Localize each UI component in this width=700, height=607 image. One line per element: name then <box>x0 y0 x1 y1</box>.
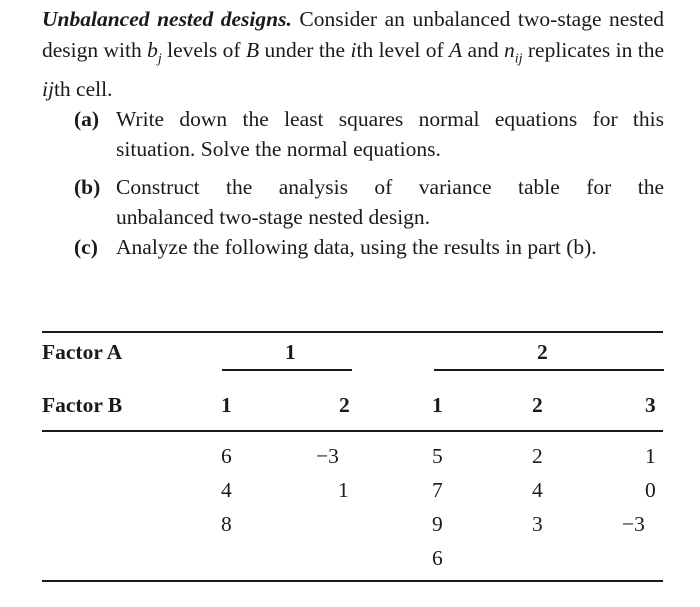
part-b-line1: Construct the analysis of variance table for the <box>116 175 664 199</box>
part-a-line1: Write down the least squares normal equations for this <box>116 107 664 131</box>
table-cell: 1 <box>645 444 656 468</box>
table-cell: 2 <box>532 444 543 468</box>
factor-b-level: 3 <box>645 393 656 417</box>
problem-title: Unbalanced nested designs. <box>42 7 292 31</box>
table-cell: 4 <box>532 478 543 502</box>
factor-a-label: Factor A <box>42 340 123 364</box>
table-cell: −3 <box>316 444 339 468</box>
factor-a-level-1: 1 <box>285 340 296 364</box>
part-c-label: (c) <box>74 235 98 259</box>
table-cell: 9 <box>432 512 443 536</box>
factor-b-level: 1 <box>432 393 443 417</box>
table-top-rule <box>42 331 663 333</box>
part-b <box>74 172 664 232</box>
table-cell: 1 <box>338 478 349 502</box>
factor-b-level: 2 <box>532 393 543 417</box>
part-b-label: (b) <box>74 175 101 199</box>
table-cell: 5 <box>432 444 443 468</box>
table-cell: 0 <box>645 478 656 502</box>
factor-b-level: 1 <box>221 393 232 417</box>
part-c <box>74 232 664 262</box>
factor-b-label: Factor B <box>42 393 123 417</box>
table-cell: 6 <box>221 444 232 468</box>
factor-a-1-span-rule <box>222 369 352 371</box>
table-bottom-rule <box>42 580 663 582</box>
part-b-line2: unbalanced two-stage nested design. <box>116 205 431 229</box>
problem-statement: Unbalanced nested designs. Consider an unbalanced two-stage nested design with $b_j$ levels of B under the ith level of A and $n_{ij}$ replicates in the ijth cell. <box>42 7 665 102</box>
part-c-line1: Analyze the following data, using the results in part (b). <box>116 235 597 259</box>
table-cell: 8 <box>221 512 232 536</box>
factor-b-level: 2 <box>339 393 350 417</box>
table-cell: 6 <box>432 546 443 570</box>
table-cell: 7 <box>432 478 443 502</box>
table-cell: 4 <box>221 478 232 502</box>
part-a <box>74 104 664 164</box>
table-cell: 3 <box>532 512 543 536</box>
table-header-rule <box>42 430 663 432</box>
part-a-line2: situation. Solve the normal equations. <box>116 137 441 161</box>
table-cell: −3 <box>622 512 645 536</box>
factor-a-level-2: 2 <box>537 340 548 364</box>
factor-a-2-span-rule <box>434 369 664 371</box>
part-a-label: (a) <box>74 107 100 131</box>
